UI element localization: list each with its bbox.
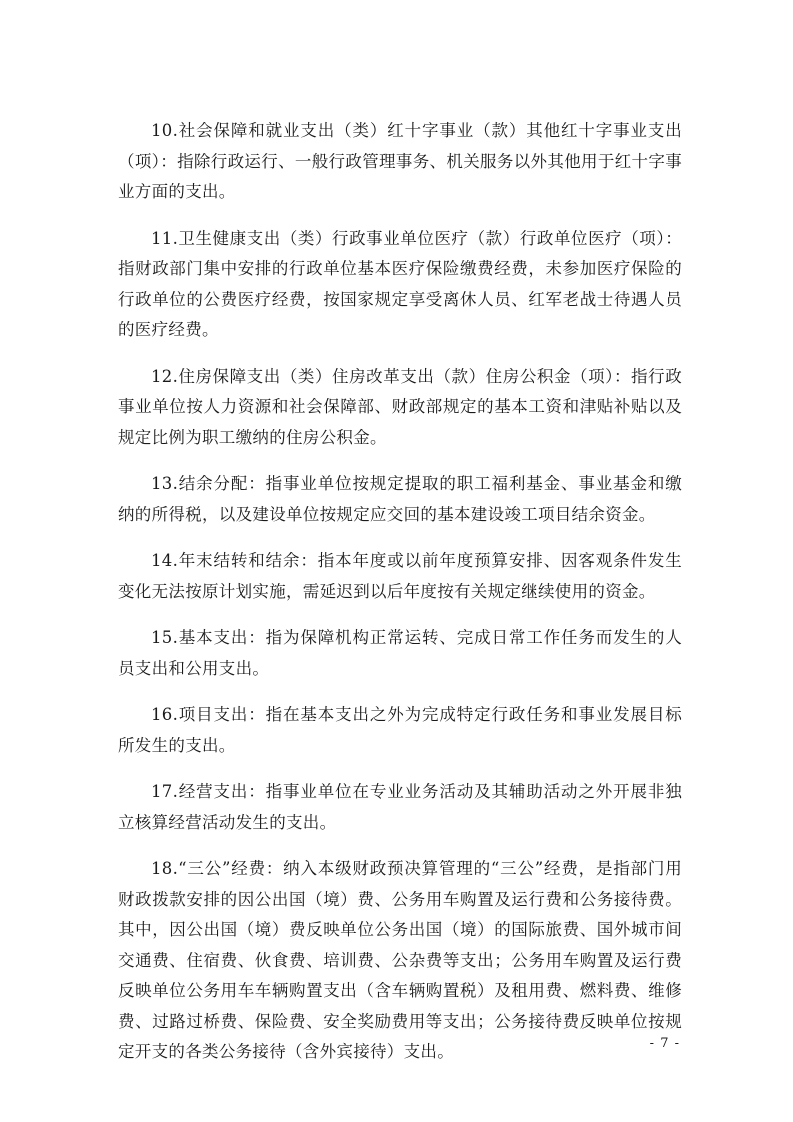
paragraph-item-13: 13.结余分配：指事业单位按规定提取的职工福利基金、事业基金和缴纳的所得税，以及建设单位按规定应交回的基本建设竣工项目结余资金。: [118, 474, 682, 524]
paragraph-item-11: 11.卫生健康支出（类）行政事业单位医疗（款）行政单位医疗（项）：指财政部门集中安排的行政单位基本医疗保险缴费经费，未参加医疗保险的行政单位的公费医疗经费，按国家规定享受离休人员、红军老战士待遇人员的医疗经费。: [118, 228, 682, 339]
paragraph-item-15: 15.基本支出：指为保障机构正常运转、完成日常工作任务而发生的人员支出和公用支出。: [118, 628, 682, 678]
paragraph-item-16: 16.项目支出：指在基本支出之外为完成特定行政任务和事业发展目标所发生的支出。: [118, 705, 682, 755]
document-body: [118, 116, 682, 1084]
paragraph-item-18: 18.“三公”经费：纳入本级财政预决算管理的“三公”经费，是指部门用财政拨款安排的因公出国（境）费、公务用车购置及运行费和公务接待费。其中，因公出国（境）费反映单位公务出国（境）的国际旅费、国外城市间交通费、住宿费、伙食费、培训费、公杂费等支出；公务用车购置及运行费反映单位公务用车车辆购置支出（含车辆购置税）及租用费、燃料费、维修费、过路过桥费、保险费、安全奖励费用等支出；公务接待费反映单位按规定开支的各类公务接待（含外宾接待）支出。: [118, 859, 682, 1061]
paragraph-item-14: 14.年末结转和结余：指本年度或以前年度预算安排、因客观条件发生变化无法按原计划实施，需延迟到以后年度按有关规定继续使用的资金。: [118, 551, 682, 601]
paragraph-item-12: 12.住房保障支出（类）住房改革支出（款）住房公积金（项）：指行政事业单位按人力资源和社会保障部、财政部规定的基本工资和津贴补贴以及规定比例为职工缴纳的住房公积金。: [118, 366, 682, 447]
paragraph-item-10: 10.社会保障和就业支出（类）红十字事业（款）其他红十字事业支出（项）：指除行政运行、一般行政管理事务、机关服务以外其他用于红十字事业方面的支出。: [118, 121, 682, 201]
page-number: - 7 -: [649, 1036, 680, 1051]
paragraph-item-17: 17.经营支出：指事业单位在专业业务活动及其辅助活动之外开展非独立核算经营活动发生的支出。: [118, 782, 682, 832]
